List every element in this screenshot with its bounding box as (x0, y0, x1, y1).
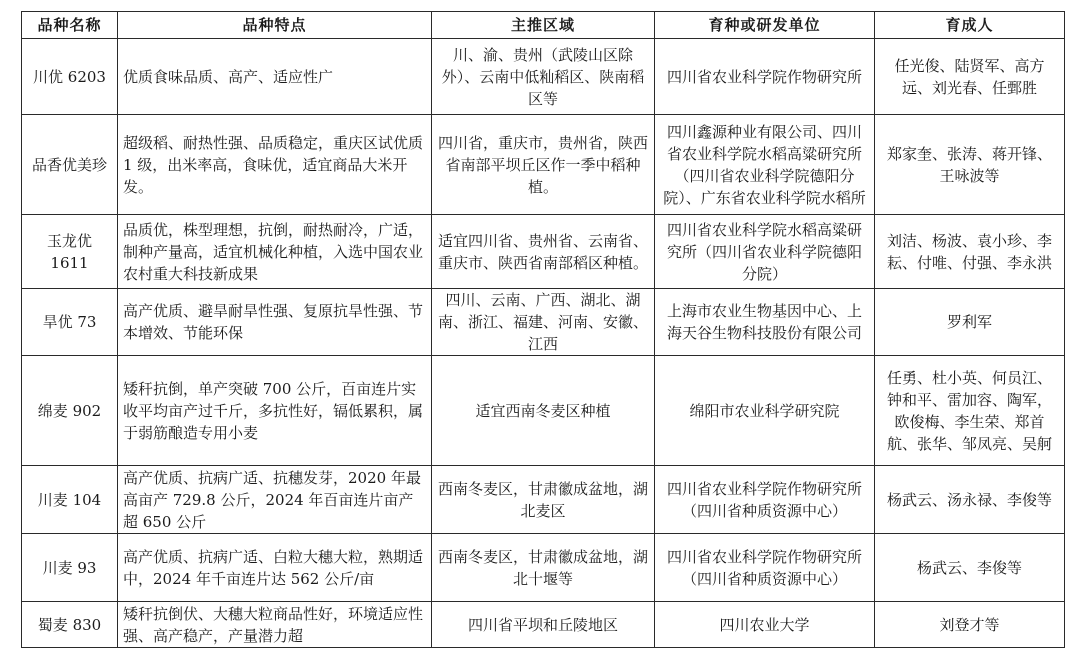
table-row (22, 289, 1065, 356)
variety-breeders: 罗利军 (875, 289, 1065, 356)
table-row (22, 215, 1065, 289)
variety-unit: 四川农业大学 (655, 602, 875, 648)
variety-breeders: 杨武云、汤永禄、李俊等 (875, 466, 1065, 534)
variety-unit: 四川鑫源种业有限公司、四川省农业科学院水稻高粱研究所（四川省农业科学院德阳分院）、广东省农业科学院水稻所 (655, 115, 875, 215)
variety-name: 川麦 104 (22, 466, 118, 534)
variety-name: 旱优 73 (22, 289, 118, 356)
variety-breeders: 郑家奎、张涛、蒋开锋、王咏波等 (875, 115, 1065, 215)
variety-region: 川、渝、贵州（武陵山区除外）、云南中低籼稻区、陕南稻区等 (432, 39, 655, 115)
header-row (22, 12, 1065, 39)
variety-unit: 四川省农业科学院作物研究所（四川省种质资源中心） (655, 534, 875, 602)
variety-unit: 四川省农业科学院水稻高粱研究所（四川省农业科学院德阳分院） (655, 215, 875, 289)
variety-features: 超级稻、耐热性强、品质稳定，重庆区试优质 1 级，出米率高，食味优，适宜商品大米开发。 (118, 115, 432, 215)
variety-table (21, 11, 1065, 648)
header-unit: 育种或研发单位 (655, 12, 875, 39)
variety-features: 高产优质、避旱耐旱性强、复原抗旱性强、节本增效、节能环保 (118, 289, 432, 356)
variety-region: 四川、云南、广西、湖北、湖南、浙江、福建、河南、安徽、江西 (432, 289, 655, 356)
variety-breeders: 任勇、杜小英、何员江、钟和平、雷加容、陶军，欧俊梅、李生荣、郑首航、张华、邹凤亮、吴舸 (875, 356, 1065, 466)
table-container (21, 11, 1065, 648)
variety-breeders: 杨武云、李俊等 (875, 534, 1065, 602)
variety-unit: 四川省农业科学院作物研究所（四川省种质资源中心） (655, 466, 875, 534)
variety-name: 玉龙优 1611 (22, 215, 118, 289)
variety-features: 矮秆抗倒伏、大穗大粒商品性好，环境适应性强、高产稳产，产量潜力超 (118, 602, 432, 648)
variety-name: 川优 6203 (22, 39, 118, 115)
variety-features: 品质优，株型理想，抗倒，耐热耐冷，广适，制种产量高，适宜机械化种植，入选中国农业农村重大科技新成果 (118, 215, 432, 289)
header-features: 品种特点 (118, 12, 432, 39)
variety-unit: 四川省农业科学院作物研究所 (655, 39, 875, 115)
variety-region: 四川省，重庆市，贵州省，陕西省南部平坝丘区作一季中稻种植。 (432, 115, 655, 215)
header-variety-name: 品种名称 (22, 12, 118, 39)
variety-breeders: 刘登才等 (875, 602, 1065, 648)
variety-name: 绵麦 902 (22, 356, 118, 466)
variety-region: 四川省平坝和丘陵地区 (432, 602, 655, 648)
table-row (22, 115, 1065, 215)
variety-name: 川麦 93 (22, 534, 118, 602)
variety-breeders: 刘洁、杨波、袁小珍、李耘、付唯、付强、李永洪 (875, 215, 1065, 289)
variety-name: 蜀麦 830 (22, 602, 118, 648)
table-row (22, 356, 1065, 466)
table-row (22, 466, 1065, 534)
variety-features: 优质食味品质、高产、适应性广 (118, 39, 432, 115)
table-row (22, 602, 1065, 648)
variety-features: 矮秆抗倒，单产突破 700 公斤，百亩连片实收平均亩产过千斤，多抗性好，镉低累积，属于弱筋酿造专用小麦 (118, 356, 432, 466)
variety-name: 品香优美珍 (22, 115, 118, 215)
header-breeders: 育成人 (875, 12, 1065, 39)
variety-features: 高产优质、抗病广适、抗穗发芽，2020 年最高亩产 729.8 公斤，2024 年百亩连片亩产超 650 公斤 (118, 466, 432, 534)
variety-region: 西南冬麦区，甘肃徽成盆地，湖北十堰等 (432, 534, 655, 602)
variety-region: 适宜西南冬麦区种植 (432, 356, 655, 466)
table-row (22, 534, 1065, 602)
variety-unit: 绵阳市农业科学研究院 (655, 356, 875, 466)
variety-region: 西南冬麦区，甘肃徽成盆地，湖北麦区 (432, 466, 655, 534)
variety-region: 适宜四川省、贵州省、云南省、重庆市、陕西省南部稻区种植。 (432, 215, 655, 289)
variety-breeders: 任光俊、陆贤军、高方远、刘光春、任鄄胜 (875, 39, 1065, 115)
table-row (22, 39, 1065, 115)
variety-unit: 上海市农业生物基因中心、上海天谷生物科技股份有限公司 (655, 289, 875, 356)
variety-features: 高产优质、抗病广适、白粒大穗大粒，熟期适中，2024 年千亩连片达 562 公斤/亩 (118, 534, 432, 602)
header-region: 主推区域 (432, 12, 655, 39)
